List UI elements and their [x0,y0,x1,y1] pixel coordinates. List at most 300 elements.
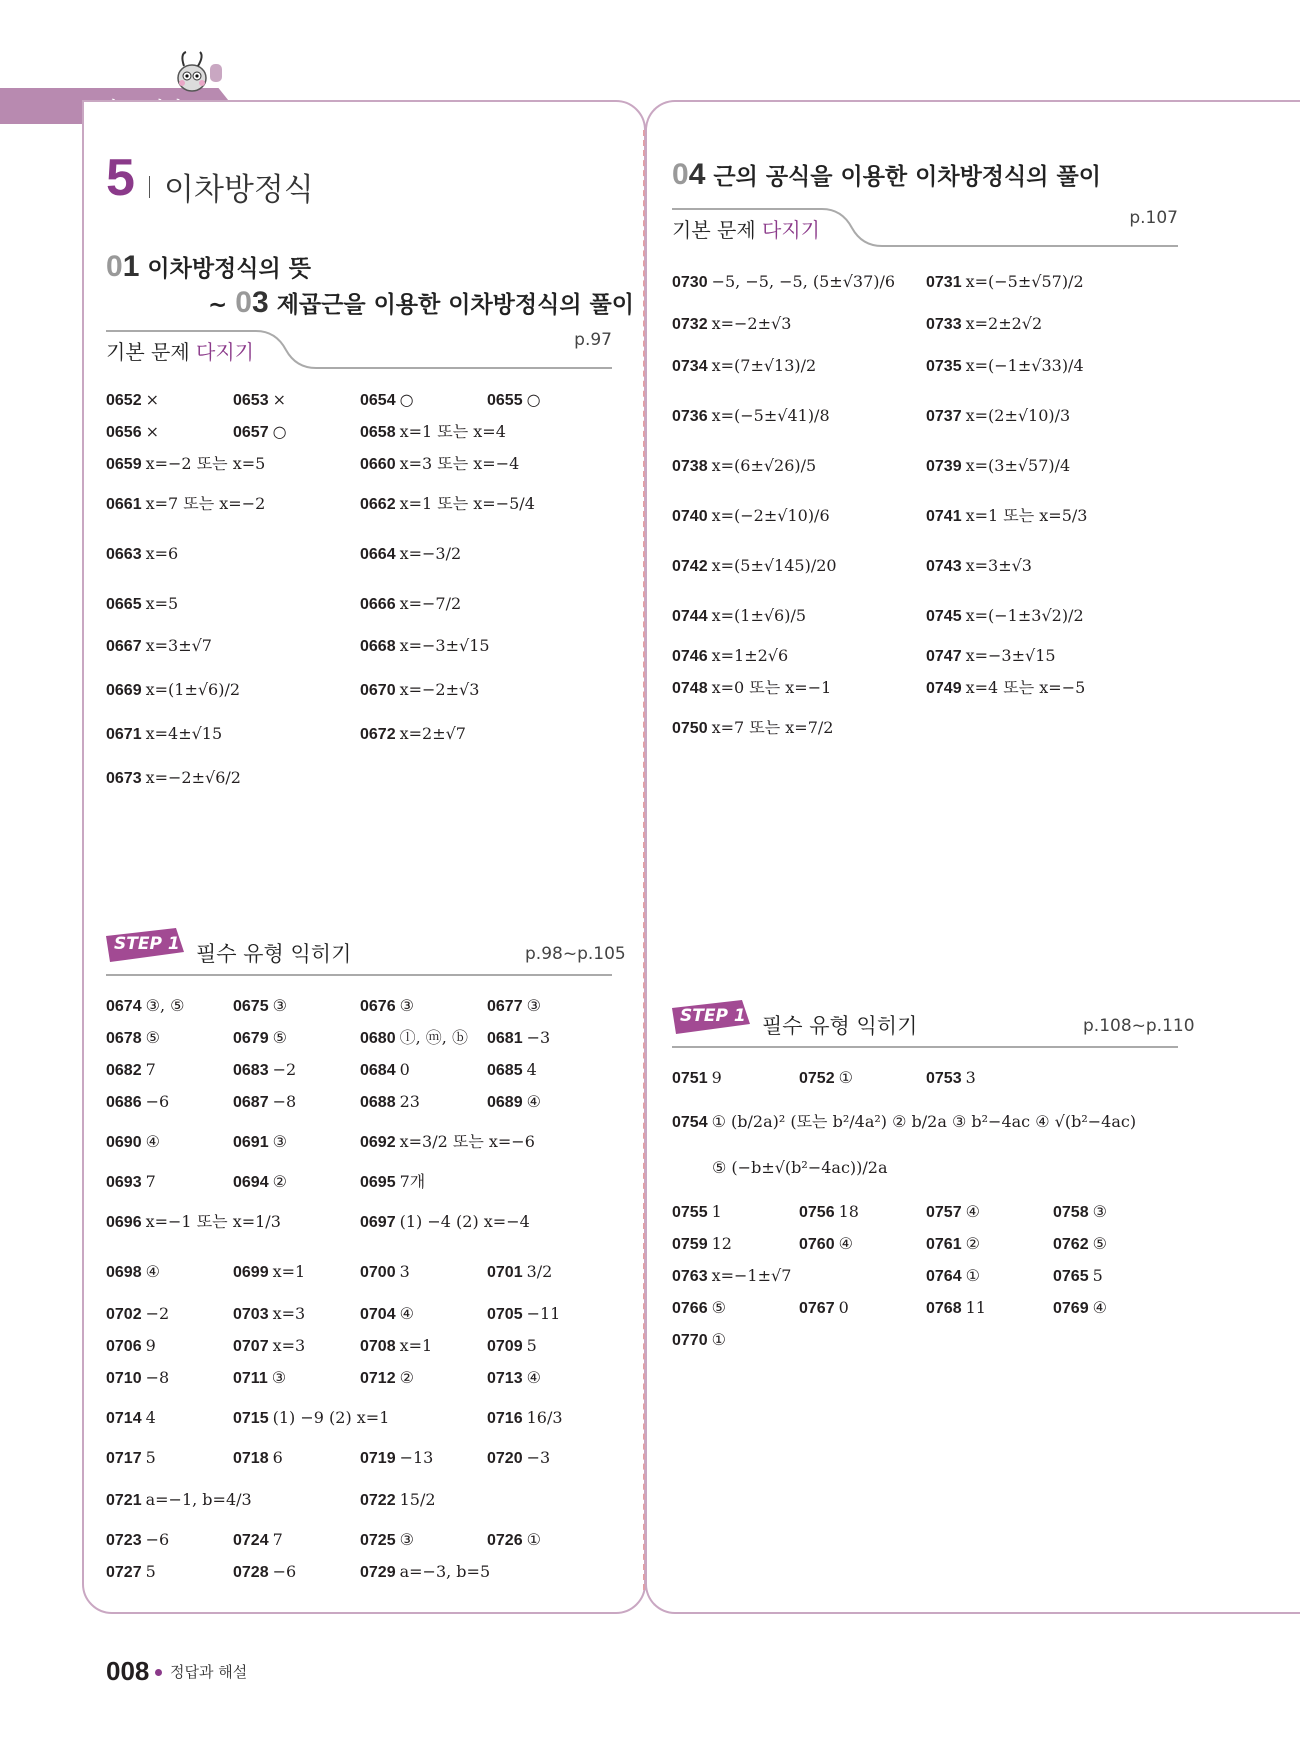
answer-item [106,1304,169,1325]
question-number: 0748 [672,680,708,697]
answer-value: −6 [145,1092,170,1111]
answer-item [233,390,286,411]
answer-value: ② [399,1368,414,1387]
answer-item [487,1262,552,1283]
answer-item [106,1490,252,1511]
question-number: 0761 [926,1236,962,1253]
answer-value: x=−3/2 [399,544,462,563]
answer-value: x=1 또는 x=4 [399,422,506,441]
question-number: 0709 [487,1338,523,1355]
answer-value: 23 [399,1092,420,1111]
question-number: 0764 [926,1268,962,1285]
question-number: 0659 [106,456,142,473]
answer-item [106,1530,169,1551]
answer-value: ③ [399,1530,414,1549]
answer-item [233,1132,287,1153]
answer-item [106,1408,156,1429]
answer-value: x=1 [399,1336,433,1355]
question-number: 0668 [360,638,396,655]
answer-item [672,272,895,293]
answer-value: x=(2±√10)/3 [965,406,1071,425]
answer-value: x=−2±√3 [399,680,480,699]
answer-item [487,1304,560,1325]
answer-value: 5 [145,1562,156,1581]
answer-value: x=3 [272,1304,306,1323]
answer-value: ⑤ [711,1298,726,1317]
answer-value: −11 [526,1304,561,1323]
answer-value: 3 [965,1068,976,1087]
question-number: 0682 [106,1062,142,1079]
answer-item [106,494,265,515]
question-number: 0768 [926,1300,962,1317]
answer-value: x=−2±√6/2 [145,768,241,787]
answer-item [233,1336,305,1357]
answer-value: ④ [965,1202,980,1221]
answer-item [360,1562,490,1583]
answer-item [926,506,1087,527]
question-number: 0690 [106,1134,142,1151]
answer-value: 7 [145,1060,156,1079]
question-number: 0722 [360,1492,396,1509]
left-step-page-ref: p.98~p.105 [525,944,626,964]
answer-value: 5 [145,1448,156,1467]
question-number: 0743 [926,558,962,575]
answer-item [926,1234,980,1255]
question-number: 0683 [233,1062,269,1079]
answer-value: x=(3±√57)/4 [965,456,1071,475]
answer-item [672,678,831,699]
answer-item [233,1092,296,1113]
question-number: 0716 [487,1410,523,1427]
answer-item [487,1448,550,1469]
answer-item [233,1530,283,1551]
answer-item [672,1068,722,1089]
answer-item [926,314,1042,335]
answer-value: ⑤ [1092,1234,1107,1253]
page-number: 008 [106,1656,150,1686]
question-number: 0686 [106,1094,142,1111]
answer-item [487,1530,541,1551]
right-basic-band: 기본 문제 다지기 p.107 [672,208,1178,248]
right-basic-page-ref: p.107 [1129,208,1178,228]
answer-item [106,422,159,443]
question-number: 0715 [233,1410,269,1427]
answer-value: ⑤ [145,1028,160,1047]
question-number: 0705 [487,1306,523,1323]
answer-item [926,456,1070,477]
answer-value: 4 [526,1060,537,1079]
answer-item [233,1172,287,1193]
answer-value: 1 [711,1202,722,1221]
answer-item [926,678,1085,699]
answer-value: x=(1±√6)/5 [711,606,807,625]
question-number: 0744 [672,608,708,625]
answer-value: x=4 또는 x=−5 [965,678,1086,697]
answer-value: x=7 또는 x=−2 [145,494,266,513]
answer-item [106,454,265,475]
answer-item [106,1448,156,1469]
question-number: 0695 [360,1174,396,1191]
mascot-icon [170,50,230,96]
answer-value: ④ [838,1234,853,1253]
question-number: 0750 [672,720,708,737]
question-number: 0685 [487,1062,523,1079]
left-section-title-2: ~ 03 제곱근을 이용한 이차방정식의 풀이 [208,286,634,319]
question-number: 0681 [487,1030,523,1047]
answer-item [926,1068,976,1089]
answer-item [360,544,461,565]
answer-item [672,1298,726,1319]
answer-item [360,1490,436,1511]
question-number: 0677 [487,998,523,1015]
answer-item [926,606,1084,627]
question-number: 0696 [106,1214,142,1231]
answer-item [799,1202,859,1223]
center-divider [643,130,645,1590]
answer-value: x=3±√7 [145,636,212,655]
question-number: 0742 [672,558,708,575]
answer-value: x=7 또는 x=7/2 [711,718,834,737]
answer-item [360,1368,414,1389]
left-step-label: 필수 유형 익히기 [196,942,352,966]
answer-value: x=(5±√145)/20 [711,556,837,575]
answer-item [360,1448,433,1469]
question-number: 0719 [360,1450,396,1467]
answer-value: x=3/2 또는 x=−6 [399,1132,535,1151]
question-number: 0676 [360,998,396,1015]
question-number: 0762 [1053,1236,1089,1253]
question-number: 0730 [672,274,708,291]
right-step-page-ref: p.108~p.110 [1083,1016,1195,1036]
question-number: 0759 [672,1236,708,1253]
answer-item [926,556,1032,577]
answer-value: x=0 또는 x=−1 [711,678,832,697]
answer-item [360,680,479,701]
question-number: 0692 [360,1134,396,1151]
answer-value: ④ [399,1304,414,1323]
answer-value: ⑤ (−b±√(b²−4ac))/2a [712,1158,888,1177]
answer-item [1053,1298,1107,1319]
answer-item [672,606,806,627]
answer-item [360,1172,425,1193]
question-number: 0663 [106,546,142,563]
right-step-rule [672,1046,1178,1048]
answer-value: x=(−1±√33)/4 [965,356,1084,375]
answer-item [106,544,178,565]
question-number: 0738 [672,458,708,475]
chapter-title: 이차방정식 [164,172,314,208]
answer-value: 7개 [399,1172,426,1191]
question-number: 0691 [233,1134,269,1151]
question-number: 0674 [106,998,142,1015]
answer-value: 9 [145,1336,156,1355]
footer-dot [155,1669,162,1676]
answer-value: −8 [145,1368,170,1387]
answer-item [360,1212,530,1233]
right-section-title: 04 근의 공식을 이용한 이차방정식의 풀이 [672,158,1101,191]
answer-value: x=3 또는 x=−4 [399,454,520,473]
answer-value: × [272,390,286,409]
answer-value: 15/2 [399,1490,436,1509]
answer-value: x=(−5±√57)/2 [965,272,1084,291]
answer-item [487,1060,537,1081]
question-number: 0756 [799,1204,835,1221]
answer-item [360,1262,410,1283]
answer-value: ④ [145,1262,160,1281]
answer-item [233,996,287,1017]
question-number: 0734 [672,358,708,375]
answer-value: ○ [272,422,287,441]
answer-item [360,422,506,443]
answer-item [799,1298,849,1319]
answer-item [1053,1202,1107,1223]
answer-value: ④ [526,1092,541,1111]
answer-value: 9 [711,1068,722,1087]
left-basic-page-ref: p.97 [574,330,612,350]
question-number: 0739 [926,458,962,475]
question-number: 0733 [926,316,962,333]
answer-item [360,494,535,515]
answer-value: a=−1, b=4/3 [145,1490,252,1509]
answer-item [106,1262,160,1283]
answer-value: x=1 또는 x=−5/4 [399,494,535,513]
answer-item [233,422,287,443]
question-number: 0665 [106,596,142,613]
question-number: 0765 [1053,1268,1089,1285]
question-number: 0731 [926,274,962,291]
answer-item [106,1336,156,1357]
answer-item [360,996,414,1017]
answer-value: 6 [272,1448,283,1467]
answer-item [360,724,466,745]
question-number: 0763 [672,1268,708,1285]
question-number: 0724 [233,1532,269,1549]
answer-item [360,1092,420,1113]
answer-value: x=−2 또는 x=5 [145,454,266,473]
question-number: 0687 [233,1094,269,1111]
question-number: 0766 [672,1300,708,1317]
answer-value: x=2±2√2 [965,314,1043,333]
answer-value: ① [838,1068,853,1087]
answer-value: x=1 또는 x=5/3 [965,506,1088,525]
question-number: 0652 [106,392,142,409]
answer-item [926,406,1070,427]
answer-item [106,724,222,745]
question-number: 0701 [487,1264,523,1281]
question-number: 0655 [487,392,523,409]
answer-item [360,1336,432,1357]
answer-value: ① [965,1266,980,1285]
answer-value: x=−1 또는 x=1/3 [145,1212,281,1231]
answer-item [233,1368,286,1389]
question-number: 0749 [926,680,962,697]
answer-value: ⑤ [272,1028,287,1047]
answer-value: 11 [965,1298,986,1317]
answer-value: ④ [145,1132,160,1151]
question-number: 0678 [106,1030,142,1047]
answer-value: ③ [526,996,541,1015]
answer-value: ③ [271,1368,287,1387]
answer-value: ④ [526,1368,541,1387]
answer-item [233,1028,287,1049]
answer-value: x=3±√3 [965,556,1032,575]
question-number: 0672 [360,726,396,743]
answer-value: a=−3, b=5 [399,1562,491,1581]
question-number: 0714 [106,1410,142,1427]
question-number: 0700 [360,1264,396,1281]
question-number: 0760 [799,1236,835,1253]
answer-item [926,356,1084,377]
answer-value: −3 [526,1028,551,1047]
question-number: 0754 [672,1114,708,1131]
answer-value: x=(7±√13)/2 [711,356,817,375]
question-number: 0666 [360,596,396,613]
answer-item [106,594,178,615]
answer-item [926,1298,986,1319]
left-step-badge: STEP 1 [106,928,184,962]
question-number: 0729 [360,1564,396,1581]
answer-value: ③ [1092,1202,1107,1221]
question-number: 0671 [106,726,142,743]
answer-value: x=3 [272,1336,306,1355]
question-number: 0657 [233,424,269,441]
question-number: 0660 [360,456,396,473]
answer-item [360,390,414,411]
answer-item [106,1562,156,1583]
answer-value: ④ [1092,1298,1107,1317]
question-number: 0684 [360,1062,396,1079]
answer-value: × [145,390,159,409]
answer-value: ③, ⑤ [145,996,185,1015]
answer-item [487,1028,550,1049]
question-number: 0712 [360,1370,396,1387]
question-number: 0747 [926,648,962,665]
answer-item [360,1060,410,1081]
answer-item [106,1028,160,1049]
answer-value: ③ [399,996,414,1015]
question-number: 0656 [106,424,142,441]
answer-value: ② [965,1234,980,1253]
answer-item [106,1368,169,1389]
answer-value: x=−3±√15 [399,636,490,655]
question-number: 0752 [799,1070,835,1087]
answer-item [487,1336,537,1357]
answer-item [106,1172,156,1193]
question-number: 0753 [926,1070,962,1087]
answer-item [360,1530,414,1551]
answer-value: x=−7/2 [399,594,462,613]
answer-item [926,272,1084,293]
answer-value: x=−2±√3 [711,314,792,333]
answer-item [233,1304,305,1325]
answer-value: ○ [399,390,414,409]
answer-item [360,1132,535,1153]
right-step-badge: STEP 1 [672,1000,750,1034]
answer-item [106,390,159,411]
answer-value: ③ [272,1132,287,1151]
question-number: 0680 [360,1030,396,1047]
answer-value: −6 [145,1530,170,1549]
answer-item [799,1068,853,1089]
question-number: 0661 [106,496,142,513]
answer-item [487,1092,541,1113]
question-number: 0679 [233,1030,269,1047]
answer-item [233,1448,283,1469]
answer-item [106,1132,160,1153]
answer-value: x=(−2±√10)/6 [711,506,830,525]
question-number: 0741 [926,508,962,525]
answer-item [1053,1234,1107,1255]
answer-value: ① [711,1330,726,1349]
question-number: 0667 [106,638,142,655]
answer-value: x=4±√15 [145,724,223,743]
question-number: 0758 [1053,1204,1089,1221]
answer-item [1053,1266,1103,1287]
answer-item [360,1304,414,1325]
answer-value: −13 [399,1448,434,1467]
answer-value: x=1±2√6 [711,646,789,665]
answer-item [708,1158,888,1179]
answer-value: x=(6±√26)/5 [711,456,817,475]
answer-value: x=(−5±√41)/8 [711,406,830,425]
answer-item [106,1092,169,1113]
chapter-number: 5 [106,149,135,207]
answer-value: x=−3±√15 [965,646,1056,665]
answer-item [672,646,788,667]
answer-item [360,1028,468,1049]
question-number: 0725 [360,1532,396,1549]
answer-item [233,1262,305,1283]
answer-value: −5, −5, −5, (5±√37)/6 [711,272,896,291]
question-number: 0664 [360,546,396,563]
answer-value: ① [526,1530,541,1549]
question-number: 0769 [1053,1300,1089,1317]
question-number: 0728 [233,1564,269,1581]
left-basic-band: 기본 문제 다지기 p.97 [106,330,612,370]
answer-item [106,636,212,657]
question-number: 0717 [106,1450,142,1467]
answer-item [487,390,541,411]
question-number: 0727 [106,1564,142,1581]
question-number: 0699 [233,1264,269,1281]
question-number: 0770 [672,1332,708,1349]
answer-value: 3/2 [526,1262,553,1281]
question-number: 0688 [360,1094,396,1111]
question-number: 0698 [106,1264,142,1281]
answer-item [672,1202,722,1223]
question-number: 0713 [487,1370,523,1387]
answer-value: 7 [145,1172,156,1191]
answer-item [233,1562,296,1583]
question-number: 0721 [106,1492,142,1509]
answer-item [106,1212,281,1233]
answer-value: x=6 [145,544,179,563]
question-number: 0662 [360,496,396,513]
question-number: 0694 [233,1174,269,1191]
answer-value: ① (b/2a)² (또는 b²/4a²) ② b/2a ③ b²−4ac ④ √(b²−4ac) [711,1112,1137,1131]
question-number: 0755 [672,1204,708,1221]
question-number: 0704 [360,1306,396,1323]
answer-value: −2 [272,1060,297,1079]
answer-value: ⓛ, ⓜ, ⓑ [399,1028,468,1047]
answer-value: x=2±√7 [399,724,466,743]
answer-value: x=5 [145,594,179,613]
answer-item [672,1330,726,1351]
question-number: 0735 [926,358,962,375]
answer-value: 5 [526,1336,537,1355]
question-number: 0693 [106,1174,142,1191]
question-number: 0757 [926,1204,962,1221]
